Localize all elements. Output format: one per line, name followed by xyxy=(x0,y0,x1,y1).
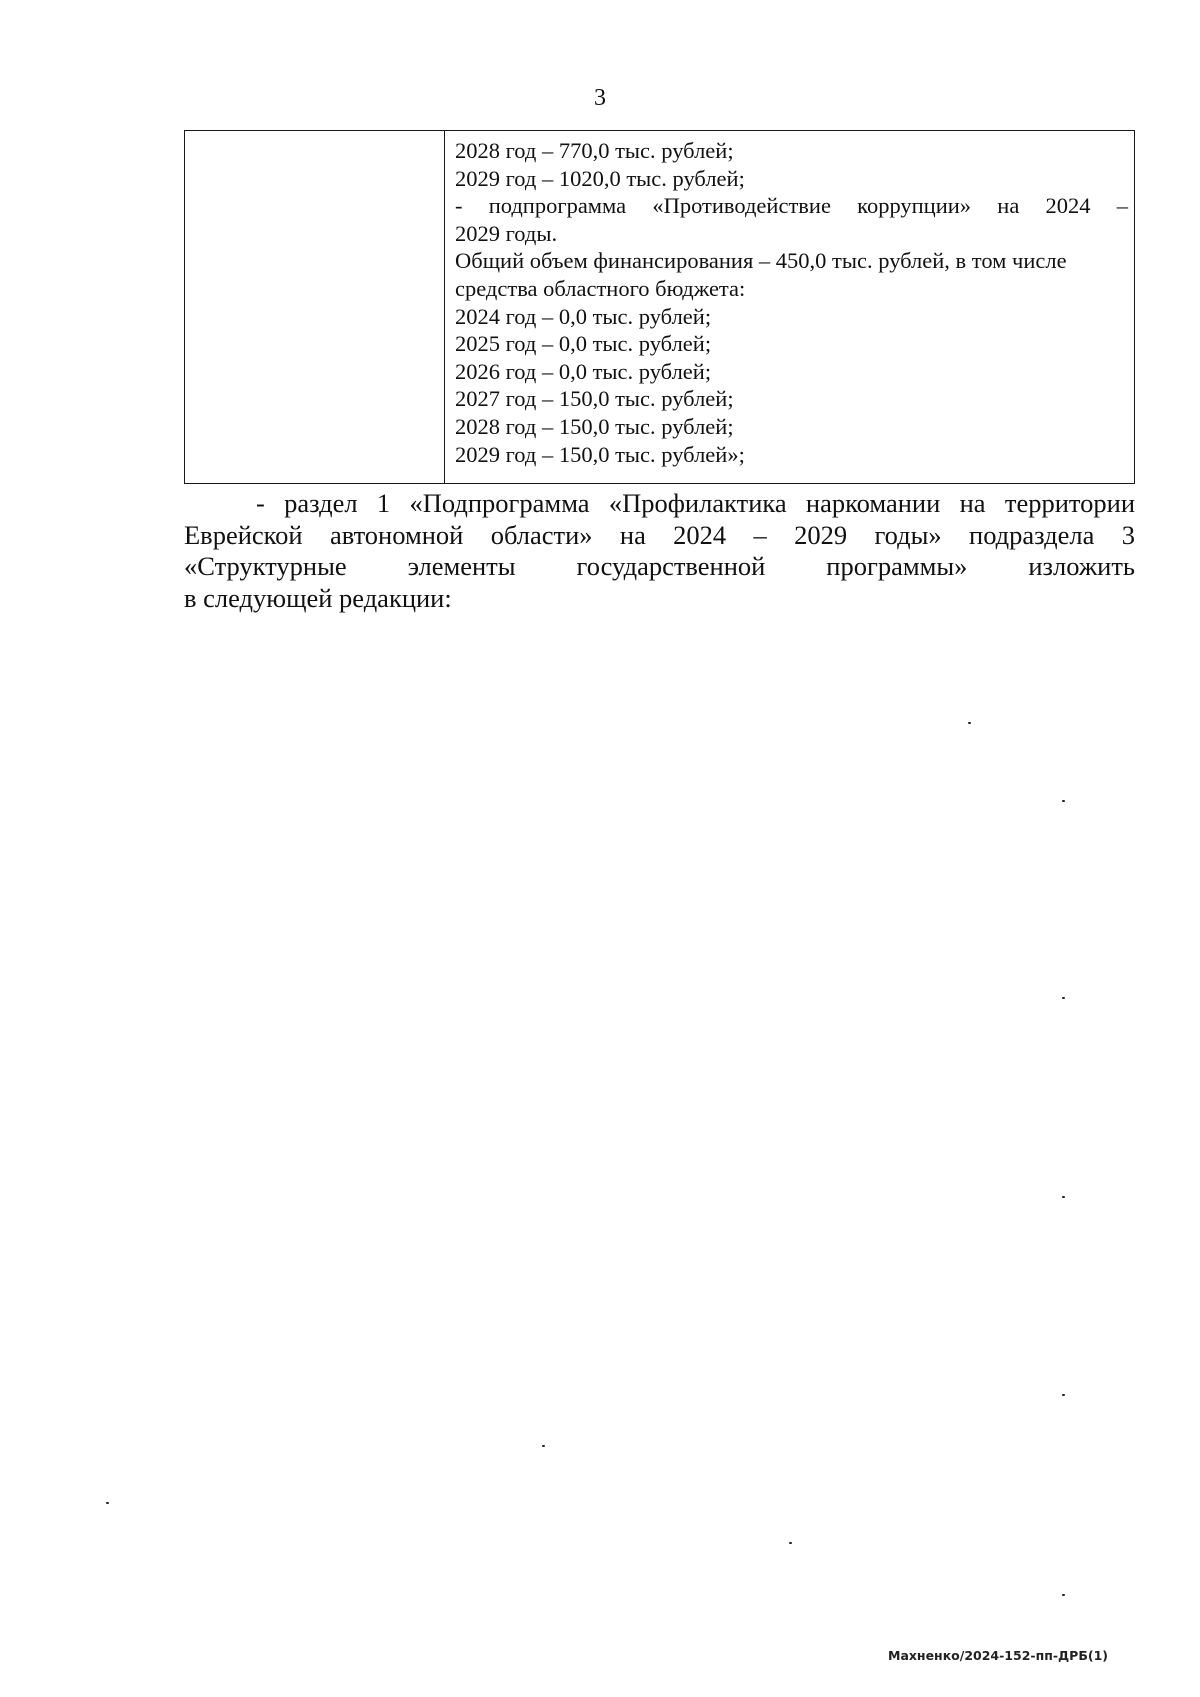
scan-speck xyxy=(1062,1394,1065,1396)
table-line: 2025 год – 0,0 тыс. рублей; xyxy=(455,331,712,357)
table-line: 2029 год – 1020,0 тыс. рублей; xyxy=(455,165,745,191)
scan-speck xyxy=(542,1445,545,1447)
scan-speck xyxy=(1062,800,1065,802)
scan-speck xyxy=(106,1502,109,1504)
table-line: 2028 год – 770,0 тыс. рублей; xyxy=(455,138,734,163)
paragraph-line: «Структурные элементы государственной программы» изложить xyxy=(184,551,1135,582)
table-line: средства областного бюджета: xyxy=(455,275,746,301)
table-line: 2029 годы. xyxy=(455,220,558,246)
amendment-paragraph xyxy=(184,488,1135,614)
scan-speck xyxy=(1062,1594,1065,1596)
table-line: Общий объем финансирования – 450,0 тыс. рублей, в том числе xyxy=(455,248,1067,274)
document-id: Махненко/2024-152-пп-ДРБ(1) xyxy=(888,1648,1108,1663)
scan-speck xyxy=(968,722,971,724)
table-cell-empty xyxy=(185,131,445,484)
scan-speck xyxy=(1062,1196,1065,1198)
table-line: 2027 год – 150,0 тыс. рублей; xyxy=(455,386,734,412)
table-cell-financing xyxy=(445,131,1135,484)
scan-speck xyxy=(1062,997,1065,999)
paragraph-line: Еврейской автономной области» на 2024 – 2029 годы» подраздела 3 xyxy=(184,519,1135,550)
table-row xyxy=(185,131,1135,484)
financing-table xyxy=(184,130,1135,484)
table-line: 2028 год – 150,0 тыс. рублей; xyxy=(455,413,734,439)
paragraph-line: - раздел 1 «Подпрограмма «Профилактика наркомании на территории xyxy=(256,488,1135,518)
table-line: 2024 год – 0,0 тыс. рублей; xyxy=(455,303,712,329)
table-line: 2026 год – 0,0 тыс. рублей; xyxy=(455,358,712,384)
page-number: 3 xyxy=(594,85,606,111)
table-line: - подпрограмма «Противодействие коррупции» на 2024 – xyxy=(455,193,1128,219)
paragraph-line: в следующей редакции: xyxy=(184,582,452,613)
scan-speck xyxy=(789,1542,792,1544)
table-line: 2029 год – 150,0 тыс. рублей»; xyxy=(455,441,745,467)
